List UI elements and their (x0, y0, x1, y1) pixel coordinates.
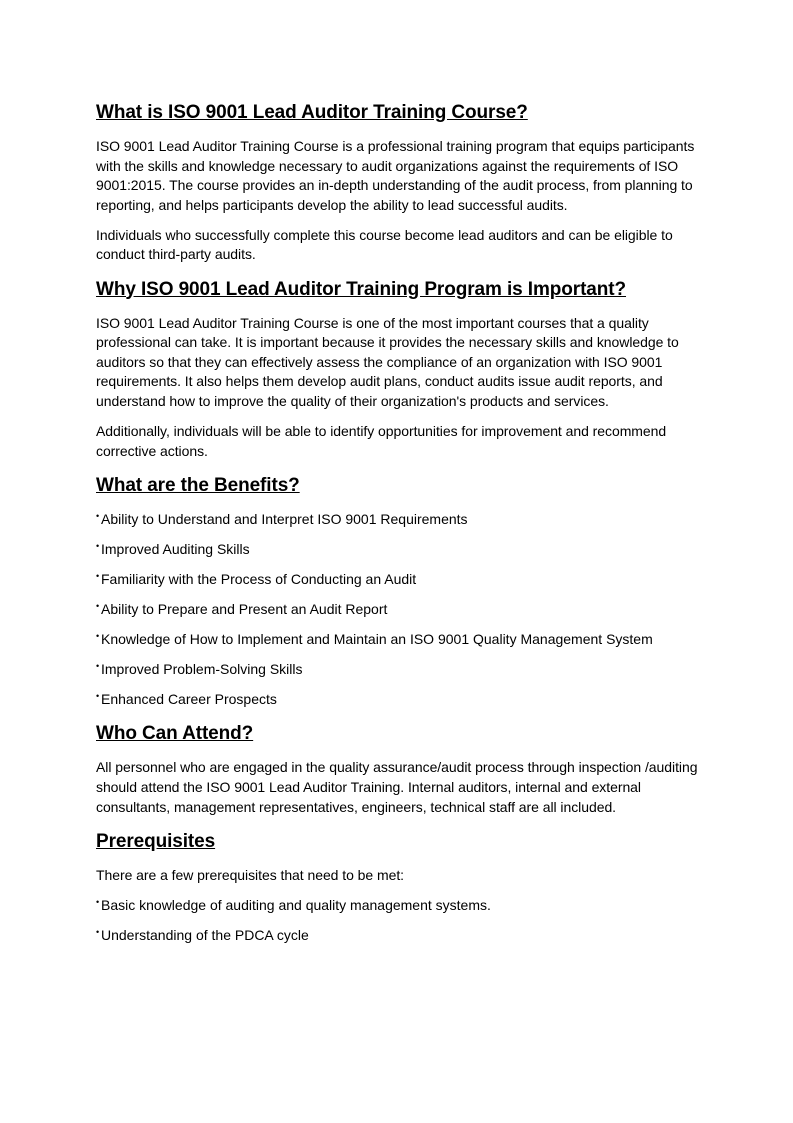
list-item-prerequisite: • Basic knowledge of auditing and quality management systems. (96, 896, 698, 916)
bullet-icon: • (96, 896, 100, 907)
paragraph-course-outcome: Individuals who successfully complete this course become lead auditors and can be eligible to conduct third-party audits. (96, 226, 673, 263)
bullet-icon: • (96, 601, 100, 611)
bullet-icon: • (96, 661, 100, 672)
bullet-icon: • (96, 540, 100, 551)
heading-benefits: What are the Benefits? (96, 474, 300, 496)
list-item-benefit: • Ability to Prepare and Present an Audit Report (96, 600, 698, 620)
list-item-benefit: • Knowledge of How to Implement and Maintain an ISO 9001 Quality Management System (96, 630, 698, 650)
paragraph-importance: ISO 9001 Lead Auditor Training Course is one of the most important courses that a quality professional can take. It is important because it provides the necessary skills and knowledge to auditors so that they can effectively assess the compliance of an organization with ISO 9001 requirements. It also helps them develop audit plans, conduct audits issue audit reports, and understand how to improve the quality of their organization's products and services. (96, 314, 679, 409)
heading-why-important: Why ISO 9001 Lead Auditor Training Program is Important? (96, 278, 627, 300)
list-item-benefit: • Ability to Understand and Interpret ISO 9001 Requirements (96, 510, 698, 530)
list-item-benefit: • Familiarity with the Process of Conducting an Audit (96, 570, 698, 590)
list-item-benefit: • Improved Problem-Solving Skills (96, 660, 698, 680)
heading-who-can-attend: Who Can Attend? (96, 723, 254, 745)
list-item-prerequisite: • Understanding of the PDCA cycle (96, 926, 698, 946)
bullet-icon: • (96, 926, 100, 937)
list-item-benefit: • Enhanced Career Prospects (96, 690, 698, 710)
paragraph-course-intro: ISO 9001 Lead Auditor Training Course is a professional training program that equips participants with the skills and knowledge necessary to audit organizations against the requirements of ISO 9001:2015. The course provides an in-depth understanding of the audit process, from planning to reporting, and helps participants develop the ability to lead successful audits. (96, 138, 695, 213)
document-page (96, 99, 698, 956)
paragraph-attendees: All personnel who are engaged in the quality assurance/audit process through inspection /auditing should attend the ISO 9001 Lead Auditor Training. Internal auditors, internal and external consultants, management representatives, engineers, technical staff are all included. (96, 759, 698, 815)
list-item-benefit: • Improved Auditing Skills (96, 540, 698, 560)
bullet-icon: • (96, 510, 100, 521)
paragraph-prerequisites-intro: There are a few prerequisites that need to be met: (96, 866, 405, 883)
heading-what-is-course: What is ISO 9001 Lead Auditor Training Course? (96, 102, 528, 123)
heading-prerequisites: Prerequisites (96, 830, 216, 852)
bullet-icon: • (96, 631, 100, 642)
paragraph-additional: Additionally, individuals will be able to identify opportunities for improvement and recommend corrective actions. (96, 423, 667, 459)
bullet-icon: • (96, 570, 100, 581)
bullet-icon: • (96, 691, 100, 702)
